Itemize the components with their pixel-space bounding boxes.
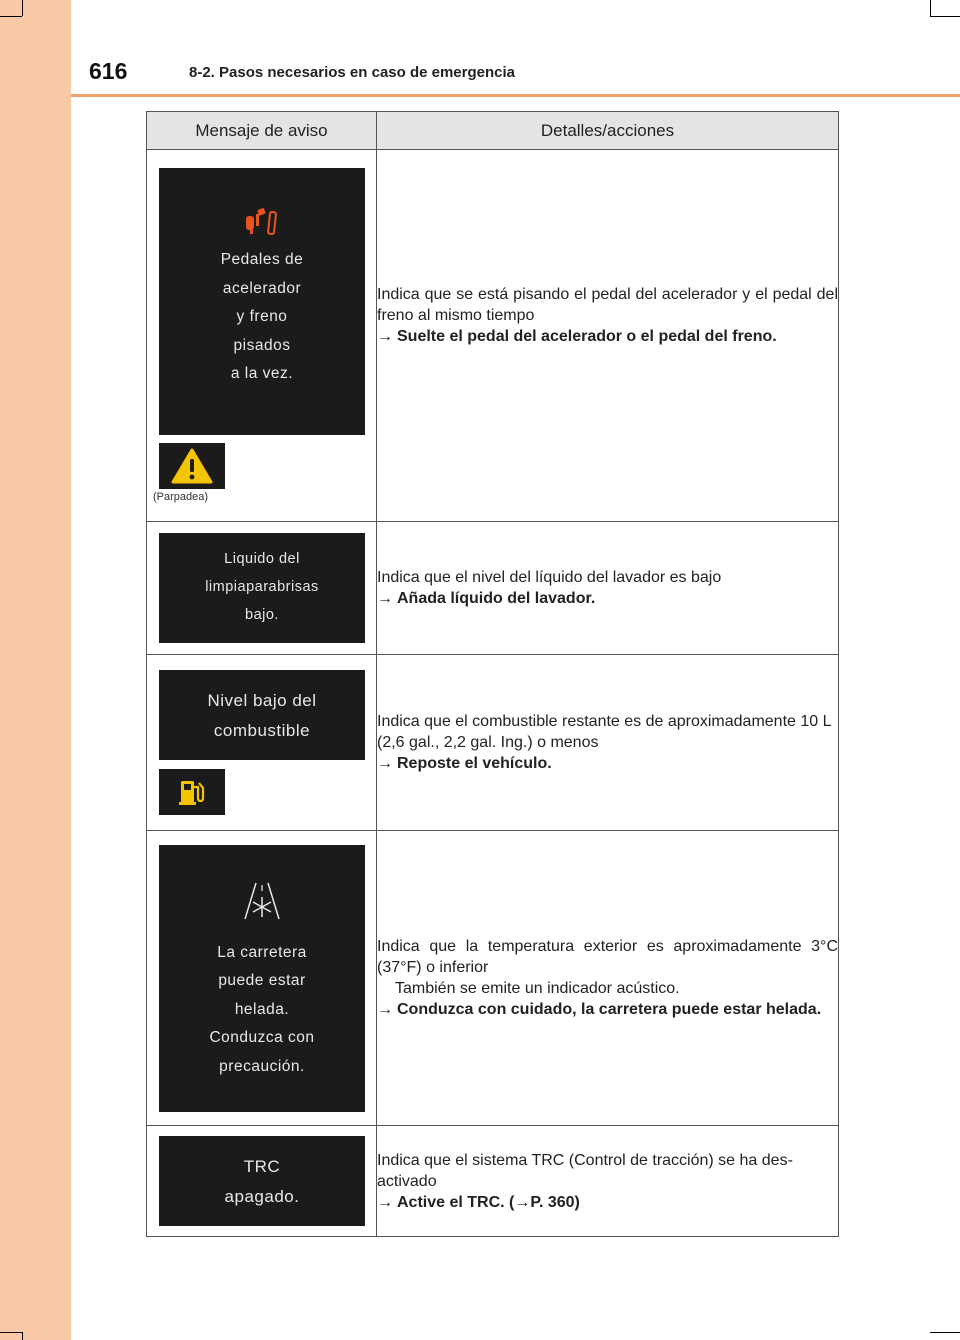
column-header-message: Mensaje de aviso xyxy=(147,112,377,150)
table-row xyxy=(147,522,839,655)
display-screen xyxy=(159,670,365,760)
action-text: → Active el TRC. (→P. 360) xyxy=(377,1193,580,1211)
screen-text-line: Nivel bajo del xyxy=(207,691,317,710)
table-header-row xyxy=(147,112,839,150)
section-title: 8-2. Pasos necesarios en caso de emergencia xyxy=(189,64,516,81)
fuel-light-chip xyxy=(159,769,225,815)
screen-text-line: apagado. xyxy=(224,1187,300,1206)
column-header-details: Detalles/acciones xyxy=(377,112,839,150)
message-cell xyxy=(147,655,377,831)
warning-message-table xyxy=(146,111,839,1237)
detail-text: Indica que la temperatura exterior es aproximadamente 3°C (37°F) o inferior xyxy=(377,938,838,976)
crop-mark xyxy=(0,16,22,17)
arrow-icon: → xyxy=(377,1193,393,1211)
screen-text-line: bajo. xyxy=(245,607,279,623)
crop-mark xyxy=(0,1332,22,1333)
arrow-icon: → xyxy=(377,755,393,772)
display-screen xyxy=(159,845,365,1112)
details-cell xyxy=(377,150,839,522)
details-cell xyxy=(377,655,839,831)
action-text: → Añada líquido del lavador. xyxy=(377,590,596,607)
screen-text-line: helada. xyxy=(234,1000,290,1018)
table-row xyxy=(147,831,839,1126)
screen-text-line: limpiaparabrisas xyxy=(205,579,319,595)
pedal-warning-icon xyxy=(159,206,365,246)
table-row xyxy=(147,150,839,522)
message-cell xyxy=(147,1126,377,1237)
display-screen xyxy=(159,1136,365,1226)
arrow-icon: → xyxy=(377,328,393,345)
screen-text-line: Pedales de xyxy=(220,251,304,268)
crop-mark xyxy=(22,0,23,16)
action-text: → Conduzca con cuidado, la carretera puede estar helada. xyxy=(377,1001,822,1018)
table-row xyxy=(147,1126,839,1237)
message-cell xyxy=(147,150,377,522)
flash-caption: (Parpadea) xyxy=(153,491,209,503)
page-header xyxy=(71,0,960,96)
page-number: 616 xyxy=(89,58,128,84)
screen-text-line: acelerador xyxy=(222,279,302,297)
detail-text: Indica que se está pisando el pedal del acelerador y el pedal del freno al mismo tiempo xyxy=(377,286,838,324)
screen-text-line: y freno xyxy=(236,308,288,325)
screen-text-line: Liquido del xyxy=(224,551,300,567)
detail-text: Indica que el sistema TRC (Control de tracción) se ha des-activado xyxy=(377,1151,793,1190)
icy-road-icon xyxy=(159,879,365,939)
warning-light-chip xyxy=(159,443,225,489)
details-cell xyxy=(377,1126,839,1237)
screen-text-line: a la vez. xyxy=(230,365,294,382)
header-rule xyxy=(71,94,960,97)
details-cell xyxy=(377,831,839,1126)
display-screen xyxy=(159,533,365,643)
details-cell xyxy=(377,522,839,655)
crop-mark xyxy=(930,1332,960,1333)
fuel-pump-icon xyxy=(177,777,207,807)
screen-text-line: puede estar xyxy=(218,972,306,989)
screen-text-line: pisados xyxy=(233,336,291,354)
action-text: → Suelte el pedal del acelerador o el pedal del freno. xyxy=(377,328,777,345)
detail-note: También se emite un indicador acústico. xyxy=(395,980,680,997)
screen-text-line: La carretera xyxy=(217,943,307,961)
screen-text-line: Conduzca con xyxy=(209,1029,315,1046)
warning-triangle-icon xyxy=(170,447,214,485)
screen-text-line: TRC xyxy=(243,1157,281,1176)
crop-mark xyxy=(22,1332,23,1340)
detail-text: Indica que el nivel del líquido del lavador es bajo xyxy=(377,569,722,586)
arrow-icon: → xyxy=(377,1001,393,1018)
arrow-icon: → xyxy=(377,590,393,607)
detail-text: Indica que el combustible restante es de aproximadamente 10 L (2,6 gal., 2,2 gal. Ing.) o menos xyxy=(377,713,831,751)
display-screen xyxy=(159,168,365,435)
page-side-tab xyxy=(0,0,71,1340)
message-cell xyxy=(147,522,377,655)
message-cell xyxy=(147,831,377,1126)
action-text: → Reposte el vehículo. xyxy=(377,755,552,772)
table-row xyxy=(147,655,839,831)
screen-text-line: precaución. xyxy=(219,1057,305,1075)
screen-text-line: combustible xyxy=(213,721,311,740)
